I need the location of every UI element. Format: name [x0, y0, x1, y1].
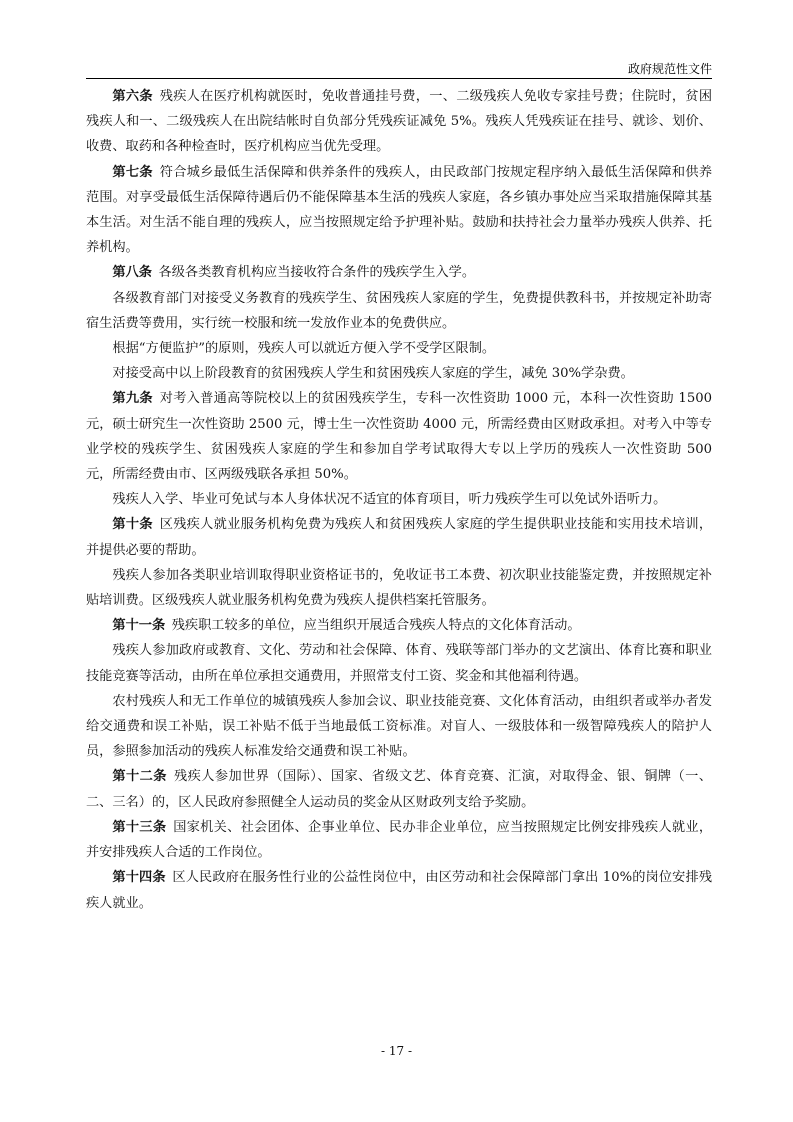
paragraph-text: 残疾职工较多的单位，应当组织开展适合残疾人特点的文化体育活动。 — [171, 618, 581, 634]
paragraph — [86, 361, 712, 386]
paragraph-text: 国家机关、社会团体、企事业单位、民办非企业单位，应当按照规定比例安排残疾人就业，并安排残疾人合适的工作岗位。 — [86, 819, 713, 861]
article-number: 第十二条 — [112, 769, 167, 785]
paragraph-text: 残疾人参加世界（国际）、国家、省级文艺、体育竞赛、汇演，对取得金、银、铜牌（一、二、三名）的，区人民政府参照健全人运动员的奖金从区财政列支给予奖励。 — [86, 769, 712, 810]
paragraph-text: 残疾人参加各类职业培训取得职业资格证书的，免收证书工本费、初次职业技能鉴定费，并按照规定补贴培训费。区级残疾人就业服务机构免费为残疾人提供档案托管服务。 — [86, 567, 712, 609]
article-number: 第十四条 — [112, 870, 166, 886]
paragraph — [86, 386, 712, 487]
paragraph-text: 农村残疾人和无工作单位的城镇残疾人参加会议、职业技能竞赛、文化体育活动，由组织者或举办者发给交通费和误工补贴，误工补贴不低于当地最低工资标准。对盲人、一级肢体和一级智障残疾人的陪护人员，参照参加活动的残疾人标准发给交通费和误工补贴。 — [86, 693, 712, 760]
paragraph — [86, 84, 712, 160]
article-number: 第七条 — [112, 164, 153, 180]
paragraph — [86, 638, 712, 688]
paragraph — [86, 689, 712, 765]
paragraph — [86, 286, 712, 336]
paragraph — [86, 865, 712, 915]
paragraph-text: 对考入普通高等院校以上的贫困残疾学生，专科一次性资助 1000 元，本科一次性资助 1500 元，硕士研究生一次性资助 2500 元，博士生一次性资助 4000 元，所需经费由区财政承担。对考入中等专业学校的残疾学生、贫困残疾人家庭的学生和参加自学考试取得大专以上学历的残疾人一次性资助 500 元，所需经费由市、区两级残联各承担 50%。 — [86, 391, 712, 483]
paragraph-text: 残疾人在医疗机构就医时，免收普通挂号费，一、二级残疾人免收专家挂号费；住院时，贫困残疾人和一、二级残疾人在出院结帐时自负部分凭残疾证减免 5%。残疾人凭残疾证在挂号、就诊、划价、收费、取药和各种检查时，医疗机构应当优先受理。 — [86, 89, 713, 155]
paragraph — [86, 613, 712, 638]
paragraph-text: 各级各类教育机构应当接收符合条件的残疾学生入学。 — [158, 265, 476, 281]
article-number: 第十三条 — [112, 819, 167, 835]
article-number: 第十一条 — [112, 618, 166, 634]
paragraph — [86, 764, 712, 814]
paragraph-text: 对接受高中以上阶段教育的贫困残疾人学生和贫困残疾人家庭的学生，减免 30%学杂费。 — [112, 366, 634, 382]
paragraph — [86, 336, 712, 361]
paragraph-text: 各级教育部门对接受义务教育的残疾学生、贫困残疾人家庭的学生，免费提供教科书，并按规定补助寄宿生活费等费用，实行统一校服和统一发放作业本的免费供应。 — [86, 290, 712, 331]
article-number: 第十条 — [112, 517, 153, 533]
paragraph — [86, 487, 712, 512]
paragraph — [86, 563, 712, 613]
paragraph-text: 区人民政府在服务性行业的公益性岗位中，由区劳动和社会保障部门拿出 10%的岗位安排残疾人就业。 — [86, 870, 713, 911]
page-number: - 17 - — [380, 1044, 412, 1058]
running-header: 政府规范性文件 — [86, 62, 712, 79]
paragraph — [86, 815, 712, 865]
paragraph-text: 根据“方便监护”的原则，残疾人可以就近方便入学不受学区限制。 — [112, 341, 496, 357]
paragraph-text: 残疾人入学、毕业可免试与本人身体状况不适宜的体育项目，听力残疾学生可以免试外语听力。 — [112, 492, 667, 508]
paragraph-text: 符合城乡最低生活保障和供养条件的残疾人，由民政部门按规定程序纳入最低生活保障和供养范围。对享受最低生活保障待遇后仍不能保障基本生活的残疾人家庭，各乡镇办事处应当采取措施保障其基本生活。对生活不能自理的残疾人，应当按照规定给予护理补贴。鼓励和扶持社会力量举办残疾人供养、托养机构。 — [86, 164, 713, 256]
paragraph — [86, 512, 712, 562]
paragraph — [86, 260, 712, 285]
article-number: 第九条 — [112, 391, 153, 407]
article-number: 第六条 — [112, 89, 153, 104]
paragraph-text: 区残疾人就业服务机构免费为残疾人和贫困残疾人家庭的学生提供职业技能和实用技术培训，并提供必要的帮助。 — [86, 517, 713, 558]
article-number: 第八条 — [112, 265, 152, 281]
body-text — [86, 84, 712, 916]
paragraph — [86, 160, 712, 261]
paragraph-text: 残疾人参加政府或教育、文化、劳动和社会保障、体育、残联等部门举办的文艺演出、体育比赛和职业技能竞赛等活动，由所在单位承担交通费用，并照常支付工资、奖金和其他福利待遇。 — [86, 643, 712, 684]
